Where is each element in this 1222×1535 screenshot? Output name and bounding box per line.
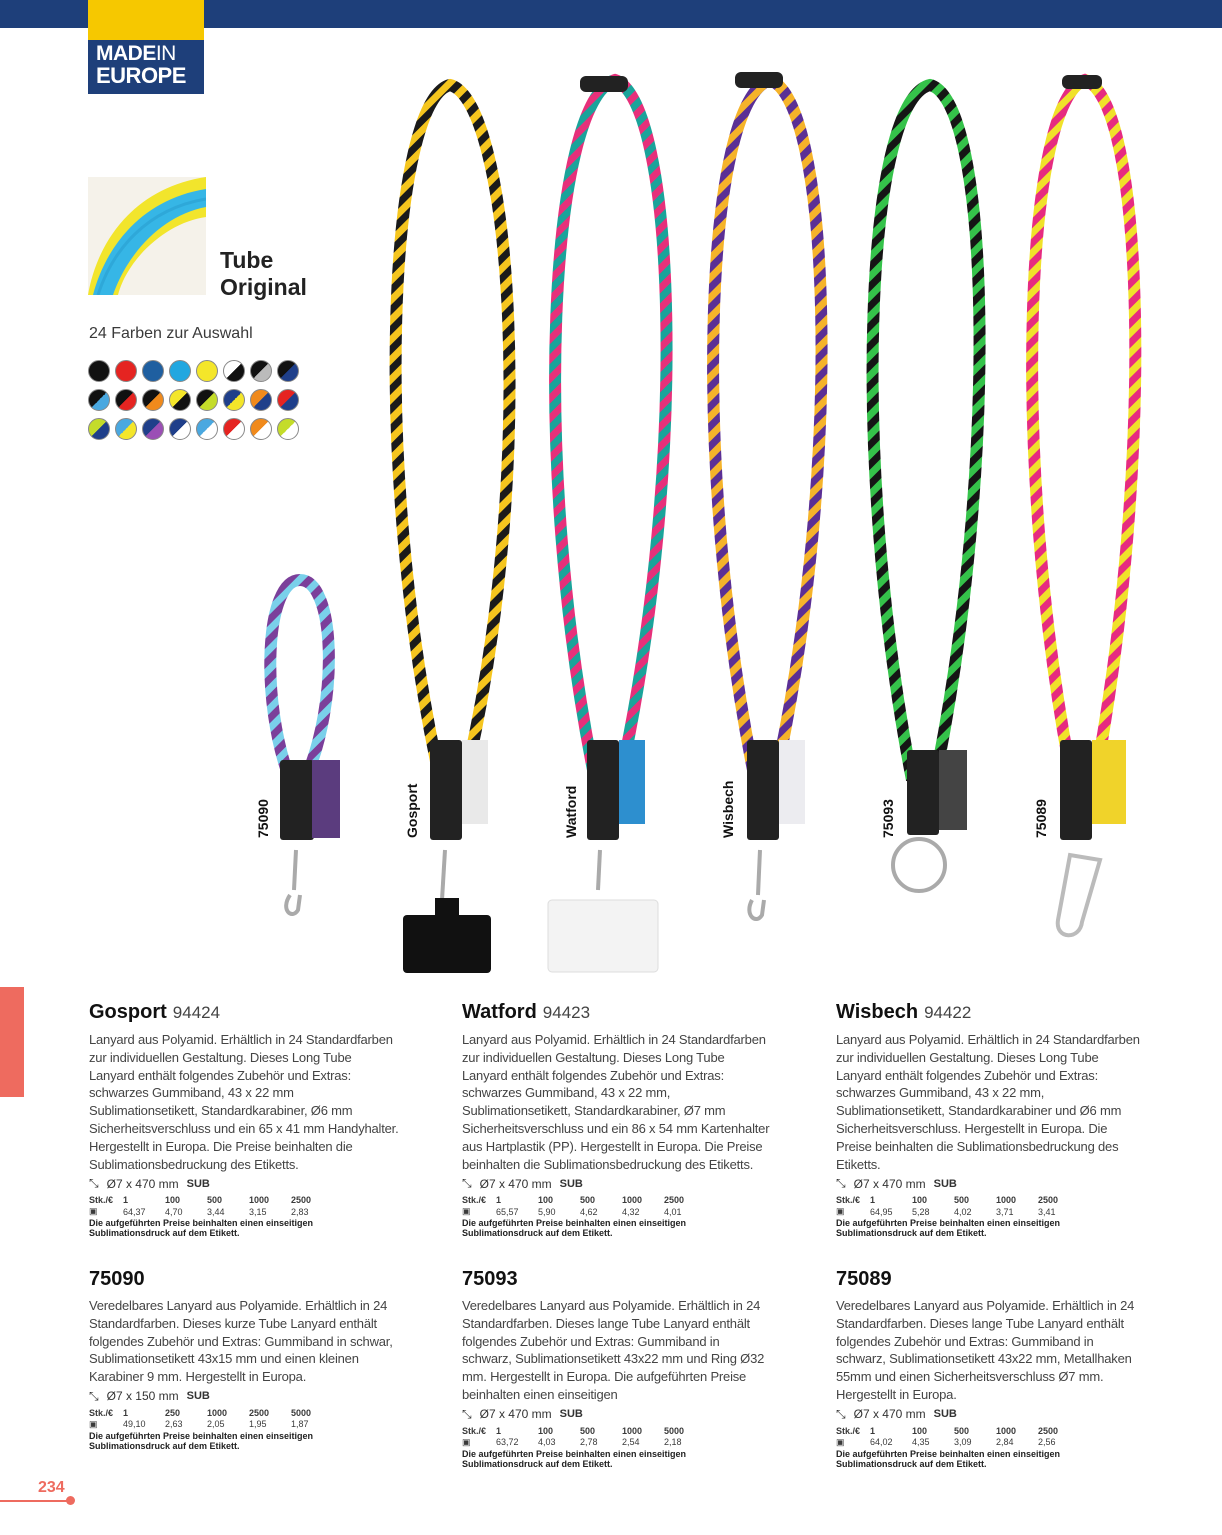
product-article: 94423 — [542, 1003, 591, 1022]
product-name: 75089 — [836, 1268, 892, 1290]
product-label-75090: 75090 — [255, 799, 271, 838]
color-swatch[interactable] — [115, 360, 137, 382]
lanyards-illustration — [250, 60, 1170, 990]
color-swatch[interactable] — [196, 360, 218, 382]
color-swatch[interactable] — [142, 389, 164, 411]
product-label-75093: 75093 — [880, 799, 896, 838]
color-swatch[interactable] — [115, 418, 137, 440]
product-article: 94422 — [924, 1003, 972, 1022]
size-icon: ⤡ — [836, 1406, 846, 1421]
product-spec: ⤡ Ø7 x 470 mm SUB — [89, 1176, 210, 1191]
section-tab — [0, 987, 24, 1097]
color-swatch[interactable] — [223, 389, 245, 411]
price-note: Die aufgeführten Preise beinhalten einen einseitigen Sublimationsdruck auf dem Etikett. — [89, 1430, 314, 1451]
product-gosport — [89, 1000, 399, 1238]
product-name: Gosport — [89, 1001, 167, 1023]
price-table: Stk./€ 1 100 500 1000 2500 ▣ 64,95 5,28 4,02 3,71 3,41 — [836, 1195, 1059, 1217]
color-swatch[interactable] — [142, 418, 164, 440]
product-description: Veredelbares Lanyard aus Polyamide. Erhältlich in 24 Standardfarben. Dieses lange Tube Lanyard enthält folgendes Zubehör und Extras: Gummiband in schwarz, Sublimationsetikett 43x22 mm und Ring Ø32 mm. Hergestellt in Europa. Die aufgeführten Preise beinhalten einen einseitigen — [462, 1298, 765, 1402]
print-icon: ▣ — [836, 1206, 845, 1217]
color-swatch[interactable] — [88, 360, 110, 382]
product-spec: ⤡ Ø7 x 150 mm SUB — [89, 1388, 210, 1404]
color-swatch[interactable] — [169, 389, 191, 411]
color-swatch[interactable] — [115, 389, 137, 411]
product-spec: ⤡ Ø7 x 470 mm SUB — [462, 1406, 583, 1422]
color-swatch[interactable] — [223, 360, 245, 382]
price-table: Stk./€ 1 100 500 1000 2500 ▣ 64,37 4,70 3,44 3,15 2,83 — [89, 1195, 312, 1217]
product-spec: ⤡ Ø7 x 470 mm SUB — [836, 1406, 957, 1422]
price-note: Die aufgeführten Preise beinhalten einen einseitigen Sublimationsdruck auf dem Etikett. — [836, 1218, 1061, 1239]
color-swatch[interactable] — [88, 389, 110, 411]
product-description: Veredelbares Lanyard aus Polyamide. Erhältlich in 24 Standardfarben. Dieses lange Tube Lanyard enthält folgendes Zubehör und Extras: Gummiband in schwarz, Sublimationsetikett 43x22 mm, Metallhaken 55mm und einen Sicherheitsverschluss Ø7 mm. Hergestellt in Europa. — [836, 1298, 1135, 1402]
print-icon: ▣ — [462, 1436, 471, 1447]
color-swatch[interactable] — [169, 418, 191, 440]
page-dot — [66, 1496, 75, 1505]
color-swatch[interactable] — [169, 360, 191, 382]
made-in-europe-badge: MADEIN EUROPE — [88, 0, 204, 94]
price-table: Stk./€ 1 250 1000 2500 5000 ▣ 49,10 2,63 2,05 1,95 1,87 — [89, 1407, 312, 1430]
product-watford — [462, 1000, 772, 1238]
product-spec: ⤡ Ø7 x 470 mm SUB — [462, 1176, 583, 1191]
page-divider — [0, 1500, 70, 1502]
color-swatch[interactable] — [223, 418, 245, 440]
size-icon: ⤡ — [89, 1388, 99, 1403]
product-label-75089: 75089 — [1033, 799, 1049, 838]
price-table: Stk./€ 1 100 500 1000 5000 ▣ 63,72 4,03 2,78 2,54 2,18 — [462, 1425, 685, 1448]
product-name: Watford — [462, 1001, 537, 1023]
color-swatch[interactable] — [142, 360, 164, 382]
product-article: 94424 — [172, 1003, 221, 1022]
product-description: Lanyard aus Polyamid. Erhältlich in 24 Standardfarben zur individuellen Gestaltung. Dieses Long Tube Lanyard enthält folgendes Zubehör und Extras: schwarzes Gummiband, 43 x 22 mm, Sublimationsetikett, Standardkarabiner und Ø6 mm Sicherheitsverschluss. Hergestellt in Europa. Die Preise beinhalten die Sublimationsbedruckung des Etiketts. — [836, 1032, 1140, 1172]
product-name: Wisbech — [836, 1001, 919, 1023]
print-icon: ▣ — [462, 1206, 471, 1217]
print-icon: ▣ — [89, 1418, 98, 1429]
color-swatch[interactable] — [196, 418, 218, 440]
product-75089 — [836, 1267, 1146, 1469]
product-name: 75093 — [462, 1268, 518, 1290]
price-note: Die aufgeführten Preise beinhalten einen einseitigen Sublimationsdruck auf dem Etikett. — [462, 1448, 687, 1469]
product-name: 75090 — [89, 1268, 145, 1290]
product-75093 — [462, 1267, 772, 1469]
product-label-gosport: Gosport — [404, 783, 420, 838]
tube-material-photo — [88, 177, 206, 295]
product-label-wisbech: Wisbech — [720, 780, 736, 838]
material-title: Tube Original — [220, 247, 307, 300]
price-note: Die aufgeführten Preise beinhalten einen einseitigen Sublimationsdruck auf dem Etikett. — [89, 1218, 314, 1239]
product-description: Lanyard aus Polyamid. Erhältlich in 24 Standardfarben zur individuellen Gestaltung. Dieses Long Tube Lanyard enthält folgendes Zubehör und Extras: schwarzes Gummiband, 43 x 22 mm Sublimationsetikett, Standardkarabiner, Ø6 mm Sicherheitsverschluss und ein 65 x 41 mm Handyhalter. Hergestellt in Europa. Die Preise beinhalten die Sublimationsbedruckung des Etiketts. — [89, 1032, 399, 1172]
product-spec: ⤡ Ø7 x 470 mm SUB — [836, 1176, 957, 1191]
page-number: 234 — [38, 1479, 65, 1496]
product-description: Lanyard aus Polyamid. Erhältlich in 24 Standardfarben zur individuellen Gestaltung. Dieses Long Tube Lanyard enthält folgendes Zubehör und Extras: schwarzes Gummiband, 43 x 22 mm, Sublimationsetikett, Standardkarabiner, Ø7 mm Sicherheitsverschluss und ein 86 x 54 mm Kartenhalter aus Hartplastik (PP). Hergestellt in Europa. Die Preise beinhalten die Sublimationsbedruckung des Etiketts. — [462, 1032, 770, 1172]
size-icon: ⤡ — [462, 1406, 472, 1421]
product-label-watford: Watford — [563, 785, 579, 838]
price-note: Die aufgeführten Preise beinhalten einen einseitigen Sublimationsdruck auf dem Etikett. — [462, 1218, 687, 1239]
price-table: Stk./€ 1 100 500 1000 2500 ▣ 65,57 5,90 4,62 4,32 4,01 — [462, 1195, 685, 1217]
price-note: Die aufgeführten Preise beinhalten einen einseitigen Sublimationsdruck auf dem Etikett. — [836, 1448, 1061, 1469]
print-icon: ▣ — [836, 1436, 845, 1447]
product-wisbech — [836, 1000, 1146, 1238]
color-swatch[interactable] — [88, 418, 110, 440]
product-75090 — [89, 1267, 399, 1451]
print-icon: ▣ — [89, 1206, 98, 1217]
size-icon: ⤡ — [836, 1176, 846, 1191]
product-description: Veredelbares Lanyard aus Polyamide. Erhältlich in 24 Standardfarben. Dieses kurze Tube Lanyard enthält folgendes Zubehör und Extras: Gummiband in schwar, Sublimationsetikett 43x15 mm und einen kleinen Karabiner 9 mm. Hergestellt in Europa. — [89, 1298, 393, 1385]
colors-label: 24 Farben zur Auswahl — [89, 325, 253, 342]
color-swatch[interactable] — [196, 389, 218, 411]
size-icon: ⤡ — [462, 1176, 472, 1191]
size-icon: ⤡ — [89, 1176, 99, 1191]
price-table: Stk./€ 1 100 500 1000 2500 ▣ 64,02 4,35 3,09 2,84 2,56 — [836, 1425, 1059, 1448]
